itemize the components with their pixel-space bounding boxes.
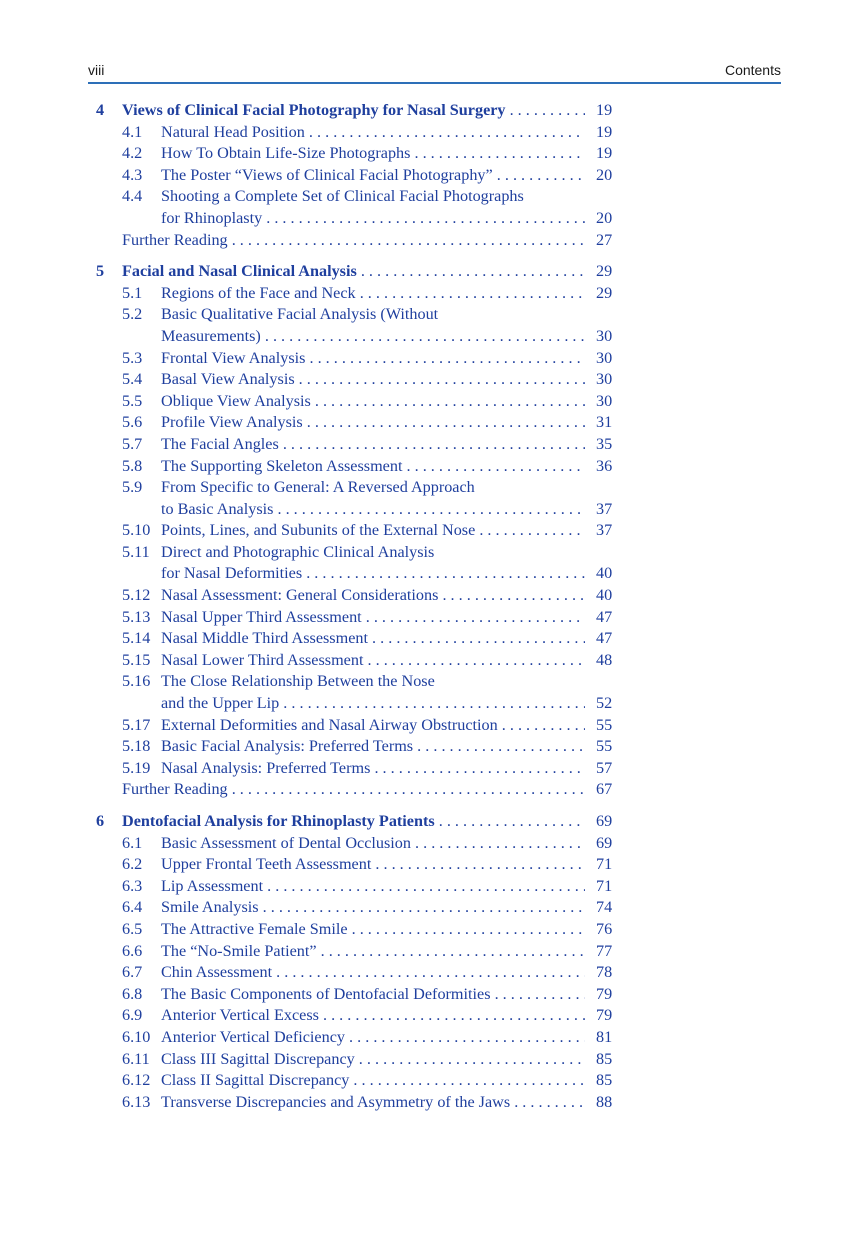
- chapter-page-number: 29: [596, 262, 613, 281]
- section-page-number: 79: [596, 1006, 613, 1025]
- section-title: Smile Analysis . . .: [161, 897, 585, 919]
- section-number: 5.5: [122, 391, 143, 410]
- chapter-page-number: 69: [596, 812, 613, 830]
- section-title: Class II Sagittal Discrepancy . . .: [161, 1070, 585, 1092]
- section-number: 5.9: [122, 478, 143, 497]
- toc-section-entry[interactable]: [0, 897, 868, 919]
- section-page-number: 35: [596, 434, 613, 453]
- section-page-number: 78: [596, 963, 613, 982]
- section-page-number: 55: [596, 715, 613, 734]
- section-title: Nasal Analysis: Preferred Terms . . .: [161, 758, 585, 780]
- section-number: 6.11: [122, 1049, 150, 1068]
- section-title: for Nasal Deformities . . .: [161, 563, 585, 585]
- section-title: The Poster “Views of Clinical Facial Photography” . . .: [161, 165, 585, 187]
- toc-section-entry[interactable]: [0, 348, 868, 370]
- toc-section-entry[interactable]: [0, 477, 868, 499]
- section-number: 6.1: [122, 833, 143, 852]
- toc-section-entry[interactable]: [0, 607, 868, 629]
- section-page-number: 40: [596, 564, 613, 583]
- section-title: The Attractive Female Smile . . .: [161, 919, 585, 941]
- page-folio: viii: [88, 62, 105, 78]
- toc-section-entry[interactable]: [0, 585, 868, 607]
- further-reading-label: Further Reading . . .: [122, 779, 585, 801]
- chapter-title: [122, 811, 585, 833]
- toc-further-reading[interactable]: [0, 779, 868, 801]
- toc-section-entry[interactable]: [0, 143, 868, 165]
- section-title: Measurements) . . .: [161, 326, 585, 348]
- toc-section-entry[interactable]: [0, 1070, 868, 1092]
- toc-chapter-entry[interactable]: [0, 811, 868, 833]
- section-page-number: 47: [596, 607, 613, 626]
- chapter-page-number: 19: [596, 101, 613, 119]
- further-reading-label: Further Reading . . .: [122, 230, 585, 252]
- running-title: Contents: [724, 62, 781, 78]
- section-page-number: 52: [596, 694, 613, 713]
- section-number: 6.12: [122, 1071, 151, 1090]
- section-title: Natural Head Position . . .: [161, 122, 585, 144]
- section-number: 5.13: [122, 607, 151, 626]
- section-number: 6.6: [122, 941, 143, 960]
- section-page-number: 37: [596, 521, 613, 540]
- section-page-number: 19: [596, 122, 613, 141]
- section-page-number: 57: [596, 758, 613, 777]
- section-number: 5.6: [122, 413, 143, 432]
- toc-section-entry[interactable]: [0, 876, 868, 898]
- toc-section-entry[interactable]: [0, 520, 868, 542]
- toc-section-entry[interactable]: [0, 542, 868, 564]
- toc-section-entry[interactable]: [0, 671, 868, 693]
- section-title: How To Obtain Life-Size Photographs . . .: [161, 143, 585, 165]
- toc-section-entry[interactable]: [0, 304, 868, 326]
- toc-section-entry[interactable]: [0, 283, 868, 305]
- toc-section-entry[interactable]: [0, 412, 868, 434]
- section-number: 5.15: [122, 650, 151, 669]
- section-title: Basic Facial Analysis: Preferred Terms . . .: [161, 736, 585, 758]
- chapter-title: [122, 261, 585, 283]
- toc-section-entry[interactable]: [0, 736, 868, 758]
- toc-section-entry[interactable]: [0, 984, 868, 1006]
- section-page-number: 71: [596, 855, 613, 874]
- section-number: 6.13: [122, 1092, 151, 1111]
- toc-section-entry[interactable]: [0, 208, 868, 230]
- section-page-number: 76: [596, 919, 613, 938]
- section-title: The Supporting Skeleton Assessment . . .: [161, 456, 585, 478]
- section-number: 6.10: [122, 1027, 151, 1046]
- section-title: Basal View Analysis . . .: [161, 369, 585, 391]
- chapter-title-text: Facial and Nasal Clinical Analysis: [122, 262, 357, 281]
- section-title: Nasal Assessment: General Considerations . . .: [161, 585, 585, 607]
- section-title: Chin Assessment . . .: [161, 962, 585, 984]
- toc-section-entry[interactable]: [0, 758, 868, 780]
- section-title: Anterior Vertical Deficiency . . .: [161, 1027, 585, 1049]
- section-page-number: 48: [596, 650, 613, 669]
- chapter-block: [0, 811, 868, 1113]
- section-page-number: 29: [596, 283, 613, 302]
- section-page-number: 85: [596, 1049, 613, 1068]
- section-title: Oblique View Analysis . . .: [161, 391, 585, 413]
- toc-further-reading[interactable]: [0, 230, 868, 252]
- toc-section-entry[interactable]: [0, 391, 868, 413]
- toc-section-entry[interactable]: [0, 693, 868, 715]
- section-number: 6.9: [122, 1006, 143, 1025]
- chapter-title: [122, 100, 585, 122]
- section-number: 5.18: [122, 737, 151, 756]
- toc-section-entry[interactable]: [0, 122, 868, 144]
- section-number: 6.8: [122, 984, 143, 1003]
- section-title: Nasal Lower Third Assessment . . .: [161, 650, 585, 672]
- toc-section-entry[interactable]: [0, 1049, 868, 1071]
- further-reading-page-number: 67: [596, 780, 613, 799]
- section-title: The Facial Angles . . .: [161, 434, 585, 456]
- section-number: 5.8: [122, 456, 143, 475]
- section-number: 5.11: [122, 542, 150, 561]
- section-page-number: 37: [596, 499, 613, 518]
- section-title: Points, Lines, and Subunits of the External Nose . . .: [161, 520, 585, 542]
- section-title: The Basic Components of Dentofacial Deformities . . .: [161, 984, 585, 1006]
- section-page-number: 19: [596, 144, 613, 163]
- toc-section-entry[interactable]: [0, 326, 868, 348]
- chapter-number: 5: [96, 262, 105, 281]
- section-title: From Specific to General: A Reversed Approach: [161, 478, 475, 497]
- section-page-number: 69: [596, 833, 613, 852]
- section-title: Anterior Vertical Excess . . .: [161, 1005, 585, 1027]
- toc-section-entry[interactable]: [0, 186, 868, 208]
- toc-section-entry[interactable]: [0, 941, 868, 963]
- section-page-number: 71: [596, 876, 613, 895]
- chapter-block: [0, 261, 868, 801]
- toc-section-entry[interactable]: [0, 165, 868, 187]
- section-title: Class III Sagittal Discrepancy . . .: [161, 1049, 585, 1071]
- toc-section-entry[interactable]: [0, 499, 868, 521]
- page-header: [88, 58, 781, 84]
- section-title: Lip Assessment . . .: [161, 876, 585, 898]
- chapter-number: 4: [96, 101, 105, 119]
- section-number: 6.7: [122, 963, 143, 982]
- section-page-number: 30: [596, 391, 613, 410]
- section-number: 5.7: [122, 434, 143, 453]
- section-title: Upper Frontal Teeth Assessment . . .: [161, 854, 585, 876]
- chapter-block: [0, 100, 868, 251]
- section-title: External Deformities and Nasal Airway Obstruction . . .: [161, 715, 585, 737]
- section-number: 5.17: [122, 715, 151, 734]
- table-of-contents: [0, 100, 868, 1123]
- chapter-title-text: Views of Clinical Facial Photography for Nasal Surgery: [122, 101, 506, 119]
- section-page-number: 30: [596, 326, 613, 345]
- section-number: 5.19: [122, 758, 151, 777]
- toc-section-entry[interactable]: [0, 1027, 868, 1049]
- toc-section-entry[interactable]: [0, 715, 868, 737]
- toc-section-entry[interactable]: [0, 563, 868, 585]
- section-number: 6.5: [122, 919, 143, 938]
- toc-chapter-entry[interactable]: [0, 100, 868, 122]
- section-title: Transverse Discrepancies and Asymmetry of the Jaws . . .: [161, 1092, 585, 1114]
- toc-section-entry[interactable]: [0, 1005, 868, 1027]
- section-title: Basic Assessment of Dental Occlusion . . .: [161, 833, 585, 855]
- section-page-number: 30: [596, 348, 613, 367]
- section-page-number: 31: [596, 413, 613, 432]
- section-number: 6.4: [122, 898, 143, 917]
- toc-section-entry[interactable]: [0, 833, 868, 855]
- toc-chapter-entry[interactable]: [0, 261, 868, 283]
- chapter-number: 6: [96, 812, 105, 830]
- section-title: and the Upper Lip . . .: [161, 693, 585, 715]
- section-page-number: 85: [596, 1071, 613, 1090]
- section-number: 4.3: [122, 165, 143, 184]
- section-number: 5.4: [122, 370, 143, 389]
- section-page-number: 81: [596, 1027, 613, 1046]
- section-number: 5.2: [122, 305, 143, 324]
- section-number: 5.3: [122, 348, 143, 367]
- section-title: to Basic Analysis . . .: [161, 499, 585, 521]
- section-page-number: 30: [596, 370, 613, 389]
- section-title: The “No-Smile Patient” . . .: [161, 941, 585, 963]
- toc-section-entry[interactable]: [0, 650, 868, 672]
- toc-section-entry[interactable]: [0, 434, 868, 456]
- section-page-number: 40: [596, 586, 613, 605]
- section-number: 5.10: [122, 521, 151, 540]
- section-title: Nasal Middle Third Assessment . . .: [161, 628, 585, 650]
- section-title: Direct and Photographic Clinical Analysis: [161, 542, 435, 561]
- toc-section-entry[interactable]: [0, 962, 868, 984]
- section-number: 5.1: [122, 283, 143, 302]
- toc-section-entry[interactable]: [0, 919, 868, 941]
- section-title: Basic Qualitative Facial Analysis (Without: [161, 305, 439, 324]
- section-number: 4.2: [122, 144, 143, 163]
- section-number: 4.4: [122, 187, 143, 206]
- section-number: 4.1: [122, 122, 143, 141]
- section-page-number: 20: [596, 165, 613, 184]
- section-title: Profile View Analysis . . .: [161, 412, 585, 434]
- section-page-number: 88: [596, 1092, 613, 1111]
- section-number: 5.12: [122, 586, 151, 605]
- toc-section-entry[interactable]: [0, 854, 868, 876]
- section-page-number: 47: [596, 629, 613, 648]
- section-page-number: 74: [596, 898, 613, 917]
- section-number: 5.14: [122, 629, 151, 648]
- further-reading-page-number: 27: [596, 230, 613, 249]
- section-title: Shooting a Complete Set of Clinical Facial Photographs: [161, 187, 524, 206]
- section-title: The Close Relationship Between the Nose: [161, 672, 435, 691]
- section-page-number: 36: [596, 456, 613, 475]
- section-number: 6.2: [122, 855, 143, 874]
- chapter-title-text: Dentofacial Analysis for Rhinoplasty Patients: [122, 812, 435, 830]
- toc-section-entry[interactable]: [0, 456, 868, 478]
- toc-section-entry[interactable]: [0, 369, 868, 391]
- section-title: Nasal Upper Third Assessment . . .: [161, 607, 585, 629]
- section-number: 5.16: [122, 672, 151, 691]
- section-page-number: 77: [596, 941, 613, 960]
- section-page-number: 55: [596, 737, 613, 756]
- toc-section-entry[interactable]: [0, 628, 868, 650]
- section-page-number: 79: [596, 984, 613, 1003]
- section-title: Regions of the Face and Neck . . .: [161, 283, 585, 305]
- section-title: for Rhinoplasty . . .: [161, 208, 585, 230]
- section-number: 6.3: [122, 876, 143, 895]
- toc-section-entry[interactable]: [0, 1092, 868, 1114]
- section-title: Frontal View Analysis . . .: [161, 348, 585, 370]
- section-page-number: 20: [596, 208, 613, 227]
